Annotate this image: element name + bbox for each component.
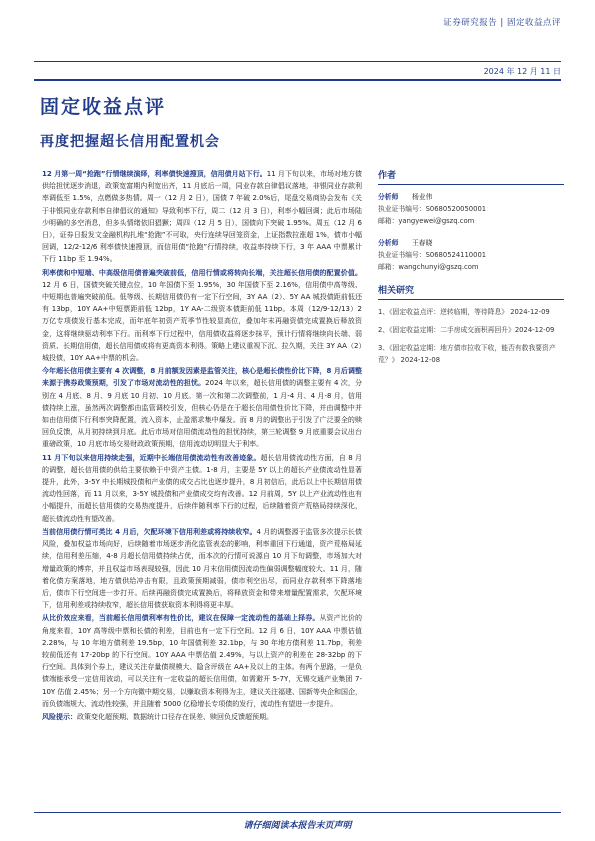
paragraph-text: 4 月的调整源于监管多次提示长债风险，叠加权益市场向好，后续随着市场逐步消化监管表态的影响，利率重回下行通道，资产荒格局延续，信用利差压缩，4-8 月超长信用债持续占优，而本次的行情可说源自 10 月下旬调整，市场加大对增量政策的博弈，并且权益市场表现较强，因此 10 月末信用债因流动性偏弱调整幅度较大。11 月，随着化债方案落地，地方债供给冲击有限，且政策预期减弱，债市利空出尽，而同业存款利率下降落地后，债市下行空间进一步打开。后续再融资债完成置换后，将释放资金和带来增量配置需求，欠配环境下，信用利差或持续收窄，超长信用债获取资本利得将更丰厚。 bbox=[42, 527, 362, 610]
sidebar bbox=[378, 168, 564, 372]
paragraph bbox=[42, 452, 362, 525]
author-email bbox=[378, 215, 564, 227]
related-report-link[interactable]: 3、《固定收益定期：地方债市拉收下收，能否有救我要资产荒？》 2024-12-08 bbox=[378, 344, 556, 364]
cert-number: S0680520050001 bbox=[425, 205, 487, 213]
author-email bbox=[378, 261, 564, 273]
paragraph bbox=[42, 365, 362, 450]
paragraph-text: 从资产比价的角度来看，10Y 高等级中票和长债的利差，目前也有一定下行空间。12 月 6 日，10Y AAA 中票估值 2.28%，与 10 年地方债利差 19.5bp，10 年国债利差 32.1bp，与 30 年地方债利差 11.7bp，利差较前低还有 17-20bp 的下行空间。10Y AAA 中票估值 2.49%，与以上资产的利差在 28-32bp 的下行空间。具体到个券上，建议关注存量债规模大、隐含评级在 AA+及以上的主体。有两个思路，一是负债端能承受一定信用波动，可以关注有一定收益的超长信用债，如需避开 5-7Y，无锡交通产业集团 7-10Y 估值 2.45%；另一个方向微中期交易，以赚取资本利得为主，建议关注福建、国新等央企和国企，而负债端规大、流动性较强，并且随着 5000 亿稳增长专项债的发行，流动性有望进一步提升。 bbox=[42, 614, 363, 708]
email-link[interactable]: wangchunyi@gszq.com bbox=[398, 263, 479, 271]
paragraph bbox=[42, 168, 362, 266]
author-cert bbox=[378, 249, 564, 261]
author-name: 杨业伟 bbox=[412, 193, 433, 201]
paragraph-lead: 风险提示： bbox=[42, 712, 77, 721]
risk-warning bbox=[42, 711, 362, 723]
paragraph-text: 政策变化超预期、数据统计口径存在误差、赎回负反馈超预期。 bbox=[77, 712, 273, 721]
footer-disclaimer: 请仔细阅读本报告末页声明 bbox=[243, 821, 352, 831]
header-bar bbox=[34, 79, 561, 81]
related-report-link[interactable]: 2、《固定收益定期：二手房成交面积再回升》2024-12-09 bbox=[378, 326, 555, 334]
paragraph-lead: 11 月下旬以来信用持续走强，近期中长端信用债流动性有改善迹象。 bbox=[42, 453, 261, 462]
cert-label: 执业证书编号： bbox=[378, 205, 426, 213]
report-type: 证券研究报告 | 固定收益点评 bbox=[443, 18, 561, 28]
cert-number: S0680524110001 bbox=[425, 251, 487, 259]
paragraph bbox=[42, 267, 362, 365]
email-label: 邮箱： bbox=[378, 263, 399, 271]
paragraph-lead: 12 月第一周“抢跑”行情继续演绎，利率债快速搜顶，信用债月站下行。 bbox=[42, 170, 267, 178]
report-date: 2024 年 12 月 11 日 bbox=[483, 67, 561, 76]
page-title: 固定收益点评 bbox=[40, 96, 167, 118]
paragraph-text: 超长信用债流动性方面，自 8 月的调整，超长信用债的供给主要依赖于中资产主债。1-8 月，主要是 5Y 以上的超长产业债流动性显著提升，此外，3-5Y 中长期城投债和产业债的成交占比也逐步提升，8 月初信后，此后以上中长期信用债流动性回落，而 11 月以来，3-5Y 城投债和产业债成交均有改善。12 月前周，5Y 以上产业流动性也有小幅提升，而超长信用债的交易热度提升，后续伴随利率下行的过程，后续随着资产荒格局持续深化，超长债流动性有望改善。 bbox=[42, 453, 362, 523]
cert-label: 执业证书编号： bbox=[378, 251, 426, 259]
main-body bbox=[42, 168, 362, 724]
report-subtitle: 再度把握超长信用配置机会 bbox=[40, 134, 220, 150]
related-heading: 相关研究 bbox=[378, 283, 564, 300]
paragraph-lead: 利率债和中短端、中高级信用债普遍突破前低，信用行情或将转向长端，关注超长信用债的配置价值。 bbox=[42, 268, 362, 277]
paragraph-lead: 从比价效应来看，当前超长信用债利率有性价比，建议在保障一定流动性的基础上择券。 bbox=[42, 614, 320, 623]
paragraph-text: 12 月 6 日，国债突破关键点位，10 年国债下至 1.95%，30 年国债下至 2.16%，信用债中高等级、中短期也普遍突破前低。低等级、长期信用债仍有一定下行空间，3Y AA（2）、5Y AA 城投债距前低还有 13bp，10Y AA+中短票距前低 12bp，1Y AA-二级资本债距前低 11bp。本周（12/9-12/13）2 万亿专项债发行基本完成，而年底年初资产荒季节性较显高位，叠加年末再融资债完成置换后释放资金，这将继续驱动利率下行。而利率下行过程中，信用债收益将逐步抹平，预计行情将继续向长端、弱资质、长期信用债，超长信用债或将有更高资本利得。策略上建议重视下沉、拉久期，关注 3Y AA（2）城投债，10Y AA+中票的机会。 bbox=[42, 280, 362, 363]
paragraph bbox=[42, 526, 362, 611]
email-label: 邮箱： bbox=[378, 217, 399, 225]
author-row bbox=[378, 237, 564, 249]
author-role: 分析师 bbox=[378, 193, 399, 201]
related-report-link[interactable]: 1、《固定收益点评：逆转临期，等待降息》 2024-12-09 bbox=[378, 308, 550, 316]
paragraph-lead: 当前信用债行情可类比 4 月后，欠配环境下信用利差或将持续收窄。 bbox=[42, 527, 257, 536]
author-row bbox=[378, 191, 564, 203]
paragraph-text: 2024 年以来，超长信用债的调整主要有 4 次，分别在 4 月底、8 月、9 月底 10 月初、10 月底。第一次和第二次调整前，1 月-4 月、4 月-8 月，信用债持续上涨，虽然两次调整都由监管调校引发，但核心仍是在于超长信用债性价比下降，并由调整中并如由信用债下行利率突降配置，流入资本，止盈需求集中爆发。而 8 月的调整出于引发了广泛要全的赎回负反馈，从月初持续到月底。此后市场对信用债流动性的担忧持续，第三轮调整 9 月底重要会议出台重磅政策，10 月底市场交易财政政策预期，信用流动切明显大于利率。 bbox=[42, 379, 362, 449]
authors-heading: 作者 bbox=[378, 168, 564, 185]
header-divider bbox=[34, 61, 561, 62]
footer-divider bbox=[34, 812, 561, 813]
email-link[interactable]: yangyewei@gszq.com bbox=[398, 217, 475, 225]
paragraph bbox=[42, 612, 362, 710]
paragraph-text: 11 月下旬以来，市场对地方债供给担忧逐步消退，政策宽富期内利宽出齐，11 月底后一周，同业存款自律倡议落地，非银同业存款利率调低至 1.5%，点燃做多热情。周一（12 月 2 日），国债 7 年破 2.0%后，尾盘交易商协会发布《关于非银同业存款利率自律倡议的通知》导致利率下行，周二（12 月 3 日），利率小幅回调；此后市场陆少明确的多空消息，但多头情绪依旧猖獗；周四（12 月 5 日），国债向下突破 1.95%。周五（12 月 6 日），证券日报发文金融机构扎堆“抢跑”不可取，央行连续导回笼资金，上证指数拉涨超 1%，债市小幅回调，12/2-12/6 利率债快速搜顶，而信用债“抢跑”行情持续，收益率持续下行，3 年 AAA 中票累计下行 11bp 至 1.94%。 bbox=[42, 170, 362, 264]
paragraph-lead: 今年超长信用债主要有 4 次调整，8 月前额发因素是监管关注，核心是超长债性价比下降，8 月后调整来源于携券政策预期，引发了市场对流动性的担忧。 bbox=[42, 367, 362, 388]
author-cert bbox=[378, 203, 564, 215]
author-role: 分析师 bbox=[378, 239, 399, 247]
author-name: 王春晓 bbox=[412, 239, 433, 247]
